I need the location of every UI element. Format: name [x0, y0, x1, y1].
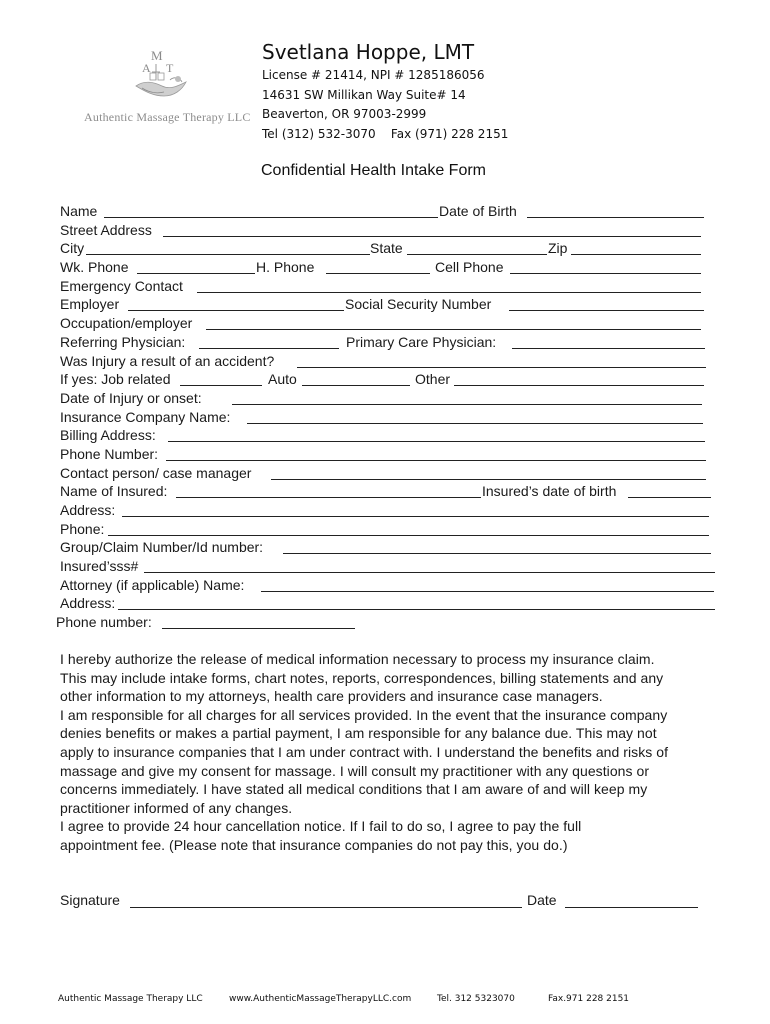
- city-line: Beaverton, OR 97003-2999: [262, 107, 427, 121]
- row-attorney-phone: [0, 613, 770, 632]
- row-physicians: [0, 333, 770, 352]
- paragraph-line: I am responsible for all charges for all services provided. In the event that the insurance company: [60, 706, 668, 723]
- row-insurance-co: [0, 408, 770, 427]
- insurance-co-label: Insurance Company Name:: [60, 408, 231, 425]
- auto-label: Auto: [268, 371, 297, 388]
- address-label: Address:: [60, 502, 116, 518]
- group-claim-line[interactable]: [283, 553, 711, 554]
- city-line[interactable]: [86, 254, 370, 255]
- form-title: Confidential Health Intake Form: [261, 162, 486, 179]
- injury-line[interactable]: [297, 367, 706, 368]
- contact-person-line[interactable]: [271, 479, 706, 480]
- injury-date-label: Date of Injury or onset:: [60, 389, 202, 406]
- street-label: Street Address: [60, 221, 152, 238]
- practitioner-name: Svetlana Hoppe, LMT: [262, 40, 475, 64]
- job-related-label: If yes: Job related: [60, 371, 171, 388]
- svg-text:A: A: [142, 61, 151, 75]
- referring-line[interactable]: [199, 348, 339, 349]
- row-name-dob: [0, 202, 770, 221]
- billing-line[interactable]: [168, 441, 705, 442]
- row-injury: [0, 352, 770, 371]
- insured-ssn-line[interactable]: [144, 572, 715, 573]
- insured-dob-line[interactable]: [628, 497, 711, 498]
- signature-label: Signature: [60, 892, 120, 908]
- row-group-claim: [0, 538, 770, 557]
- footer-website: www.AuthenticMassageTherapyLLC.com: [229, 994, 412, 1004]
- employer-label: Employer: [60, 296, 120, 313]
- attorney-phone-label: Phone number:: [56, 614, 152, 631]
- paragraph-line: concerns immediately. I have stated all medical conditions that I am aware of and will keep my: [60, 781, 648, 798]
- insured-name-label: Name of Insured:: [60, 483, 168, 500]
- attorney-phone-line[interactable]: [162, 628, 355, 629]
- employer-line[interactable]: [128, 310, 344, 311]
- attorney-address-label: Address:: [60, 595, 116, 612]
- paragraph-line: I hereby authorize the release of medical information necessary to process my insurance claim.: [60, 651, 655, 667]
- dob-line[interactable]: [527, 217, 704, 218]
- referring-label: Referring Physician:: [60, 333, 186, 350]
- cell-phone-line[interactable]: [510, 273, 701, 274]
- practitioner-header: [262, 38, 508, 144]
- wk-phone-label: Wk. Phone: [60, 259, 129, 276]
- footer-company: Authentic Massage Therapy LLC: [58, 994, 203, 1004]
- other-label: Other: [415, 371, 451, 388]
- billing-label: Billing Address:: [60, 427, 156, 444]
- ssn-label: Social Security Number: [345, 296, 492, 313]
- signature-row: [0, 892, 770, 912]
- row-phone-number: [0, 445, 770, 464]
- occupation-line[interactable]: [206, 329, 701, 330]
- svg-text:T: T: [166, 61, 174, 75]
- row-contact-person: [0, 464, 770, 483]
- state-line[interactable]: [407, 254, 547, 255]
- footer-fax: Fax.971 228 2151: [548, 994, 630, 1004]
- company-logo: [84, 46, 254, 130]
- dob-label: Date of Birth: [439, 203, 517, 219]
- street-line: 14631 SW Millikan Way Suite# 14: [262, 87, 466, 102]
- wk-phone-line[interactable]: [137, 273, 255, 274]
- paragraph-line: practitioner informed of any changes.: [60, 799, 293, 816]
- attorney-address-line[interactable]: [118, 609, 715, 610]
- job-related-line[interactable]: [180, 385, 262, 386]
- name-label: Name: [60, 203, 98, 219]
- state-label: State: [370, 240, 403, 257]
- paragraph-line: massage and give my consent for massage. I will consult my practitioner with any questions or: [60, 762, 650, 779]
- phone-fax-line: Tel (312) 532-3070 Fax (971) 228 2151: [262, 126, 509, 141]
- intake-fields: [0, 202, 770, 632]
- auto-line[interactable]: [302, 385, 410, 386]
- row-billing: [0, 426, 770, 445]
- other-line[interactable]: [454, 385, 704, 386]
- row-insured-ssn: [0, 557, 770, 576]
- name-line[interactable]: [104, 217, 438, 218]
- paragraph-line: appointment fee. (Please note that insurance companies do not pay this, you do.): [60, 836, 568, 853]
- emergency-line[interactable]: [197, 292, 701, 293]
- h-phone-label: H. Phone: [256, 259, 315, 276]
- address-line[interactable]: [122, 516, 709, 517]
- group-claim-label: Group/Claim Number/Id number:: [60, 539, 264, 556]
- paragraph-line: I agree to provide 24 hour cancellation notice. If I fail to do so, I agree to pay the full: [60, 818, 582, 835]
- city-label: City: [60, 240, 85, 257]
- row-phones: [0, 258, 770, 277]
- logo-emblem-icon: [132, 46, 192, 110]
- footer-tel: Tel. 312 5323070: [437, 994, 515, 1004]
- row-city-state-zip: [0, 239, 770, 258]
- injury-date-line[interactable]: [232, 404, 702, 405]
- row-attorney: [0, 576, 770, 595]
- authorization-text: [60, 650, 720, 855]
- row-street: [0, 221, 770, 240]
- row-emergency: [0, 277, 770, 296]
- injury-label: Was Injury a result of an accident?: [60, 352, 275, 369]
- zip-line[interactable]: [571, 254, 701, 255]
- row-occupation: [0, 314, 770, 333]
- row-employer-ssn: [0, 295, 770, 314]
- phone-line[interactable]: [108, 535, 709, 536]
- paragraph-line: This may include intake forms, chart notes, reports, correspondences, billing statements and any: [60, 669, 664, 686]
- insured-ssn-label: Insured’sss#: [60, 558, 139, 575]
- attorney-line[interactable]: [261, 591, 714, 592]
- primary-line[interactable]: [512, 348, 705, 349]
- attorney-label: Attorney (if applicable) Name:: [60, 576, 245, 593]
- date-label: Date: [527, 892, 557, 908]
- paragraph-line: denies benefits or makes a partial payment, I am responsible for any balance due. This may not: [60, 725, 657, 742]
- paragraph-line: other information to my attorneys, health care providers and insurance case managers.: [60, 688, 603, 705]
- row-phone: [0, 520, 770, 539]
- ssn-line[interactable]: [509, 310, 704, 311]
- phone-number-label: Phone Number:: [60, 445, 159, 462]
- insured-name-line[interactable]: [176, 497, 481, 498]
- h-phone-line[interactable]: [326, 273, 430, 274]
- cell-phone-label: Cell Phone: [435, 259, 504, 276]
- insurance-co-line[interactable]: [247, 423, 703, 424]
- primary-label: Primary Care Physician:: [346, 333, 497, 350]
- row-address: [0, 501, 770, 520]
- phone-label: Phone:: [60, 520, 105, 537]
- paragraph-line: apply to insurance companies that I am under contract with. I understand the benefits and risks of: [60, 743, 669, 760]
- logo-company-name: Authentic Massage Therapy LLC: [84, 110, 251, 124]
- phone-number-line[interactable]: [166, 460, 706, 461]
- emergency-label: Emergency Contact: [60, 277, 183, 294]
- zip-label: Zip: [548, 240, 568, 257]
- row-insured: [0, 482, 770, 501]
- row-attorney-address: [0, 594, 770, 613]
- occupation-label: Occupation/employer: [60, 315, 193, 332]
- insured-dob-label: Insured’s date of birth: [482, 483, 617, 500]
- contact-person-label: Contact person/ case manager: [60, 464, 252, 481]
- street-line[interactable]: [163, 236, 701, 237]
- row-injury-type: [0, 370, 770, 389]
- date-line[interactable]: [565, 907, 698, 908]
- license-line: License # 21414, NPI # 1285186056: [262, 68, 485, 82]
- row-injury-date: [0, 389, 770, 408]
- svg-text:M: M: [151, 48, 163, 63]
- signature-line[interactable]: [130, 907, 522, 908]
